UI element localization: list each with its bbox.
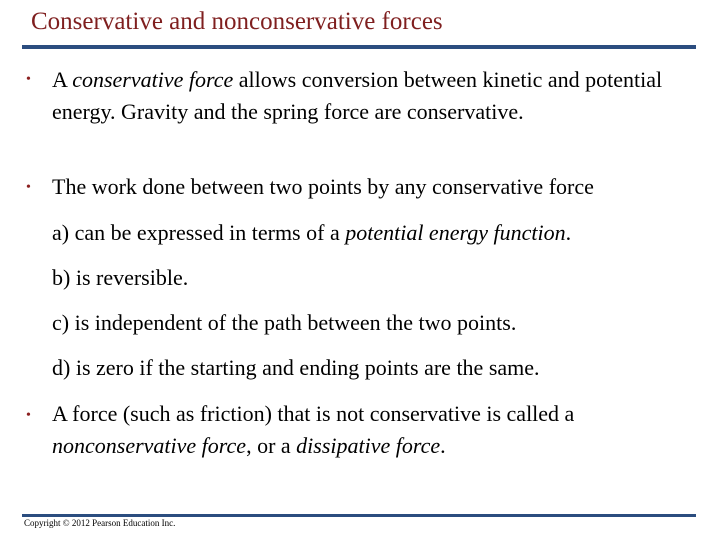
bullet-3-emphasis-2: dissipative force xyxy=(296,432,441,458)
copyright-notice: Copyright © 2012 Pearson Education Inc. xyxy=(24,518,176,528)
title-divider xyxy=(22,45,696,49)
subitem-a-pre: a) can be expressed in terms of a xyxy=(52,220,346,245)
subitem-d: d) is zero if the starting and ending points are the same. xyxy=(52,355,540,380)
subitem-b: b) is reversible. xyxy=(52,265,189,290)
bullet-marker: • xyxy=(26,408,31,423)
subitem-a-emphasis: potential energy function xyxy=(345,220,566,245)
bullet-3-emphasis-1: nonconservative force xyxy=(52,432,247,458)
bullet-3-post: . xyxy=(440,432,446,458)
slide-title: Conservative and nonconservative forces xyxy=(31,8,443,35)
subitem-a xyxy=(52,220,571,246)
bullet-3-text xyxy=(52,398,702,461)
bullet-1-emphasis: conservative force xyxy=(72,67,234,92)
footer-divider xyxy=(22,514,696,517)
bullet-3-mid: , or a xyxy=(246,432,297,458)
subitem-a-post: . xyxy=(565,220,572,245)
subitem-c: c) is independent of the path between the two points. xyxy=(52,310,517,335)
bullet-1-post: allows conversion between kinetic and potential energy. Gravity and the spring force are conservative. xyxy=(52,67,663,124)
bullet-1-text xyxy=(52,64,702,127)
bullet-1-pre: A xyxy=(52,67,73,92)
bullet-marker: • xyxy=(26,72,31,87)
bullet-2-text: The work done between two points by any conservative force xyxy=(52,174,594,199)
bullet-3-pre: A force (such as friction) that is not conservative is called a xyxy=(52,401,575,426)
bullet-marker: • xyxy=(26,180,31,195)
